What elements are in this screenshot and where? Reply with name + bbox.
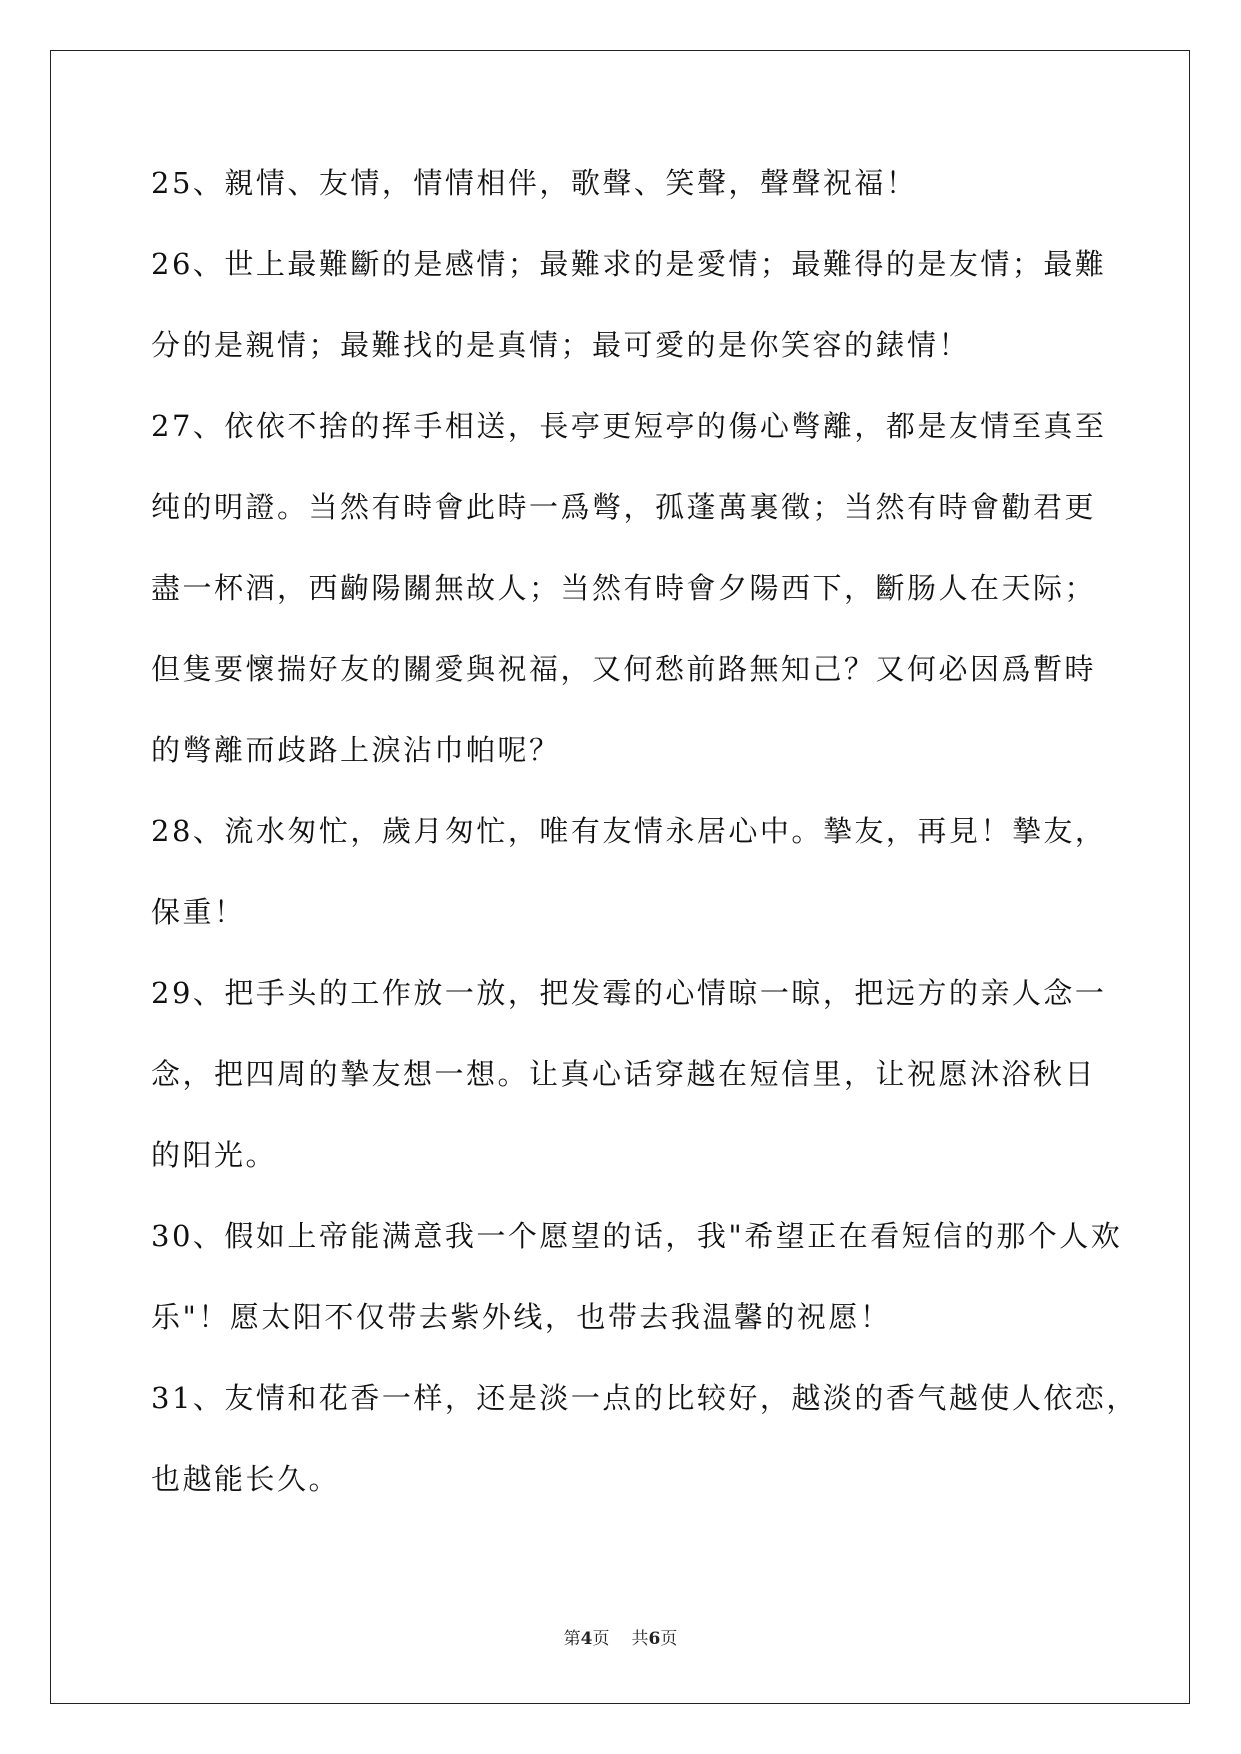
text-line: 27、依依不捨的挥手相送，長亭更短亭的傷心彆離，都是友情至真至 (151, 409, 1107, 443)
page-footer (0, 1624, 1241, 1649)
text-line: 28、流水匆忙，歲月匆忙，唯有友情永居心中。摯友，再見！摯友， (151, 814, 1107, 848)
text-line: 分的是親情；最難找的是真情；最可愛的是你笑容的錶情！ (151, 328, 971, 362)
text-line: 保重！ (151, 895, 246, 929)
text-line: 念，把四周的摯友想一想。让真心话穿越在短信里，让祝愿沐浴秋日 (151, 1057, 1097, 1091)
footer-prefix: 第 (563, 1629, 581, 1649)
text-line: 的阳光。 (151, 1138, 278, 1172)
text-line: 30、假如上帝能满意我一个愿望的话，我"希望正在看短信的那个人欢 (151, 1219, 1123, 1253)
footer-total-prefix: 共 (631, 1629, 649, 1649)
total-pages-number: 6 (648, 1629, 661, 1649)
text-line: 29、把手头的工作放一放，把发霉的心情晾一晾，把远方的亲人念一 (151, 976, 1107, 1010)
text-line: 也越能长久。 (151, 1462, 341, 1496)
text-line: 31、友情和花香一样，还是淡一点的比较好，越淡的香气越使人依恋， (151, 1381, 1138, 1415)
footer-page-suffix: 页 (592, 1629, 610, 1649)
text-line: 但隻要懷揣好友的關愛與祝福，又何愁前路無知己？又何必因爲暫時 (151, 652, 1097, 686)
document-body (151, 165, 1138, 1542)
text-line: 盡一杯酒，西齣陽關無故人；当然有時會夕陽西下，斷肠人在天际； (151, 571, 1097, 605)
text-line: 的彆離而歧路上淚沾巾帕呢？ (151, 733, 561, 767)
text-line: 纯的明證。当然有時會此時一爲彆，孤蓬萬裏徵；当然有時會勸君更 (151, 490, 1097, 524)
text-line: 25、親情、友情，情情相伴，歌聲、笑聲，聲聲祝福！ (151, 166, 918, 200)
text-line: 乐"！愿太阳不仅带去紫外线，也带去我温馨的祝愿！ (151, 1300, 892, 1334)
footer-total-suffix: 页 (660, 1629, 678, 1649)
current-page-number: 4 (580, 1629, 593, 1649)
text-line: 26、世上最難斷的是感情；最難求的是愛情；最難得的是友情；最難 (151, 247, 1107, 281)
